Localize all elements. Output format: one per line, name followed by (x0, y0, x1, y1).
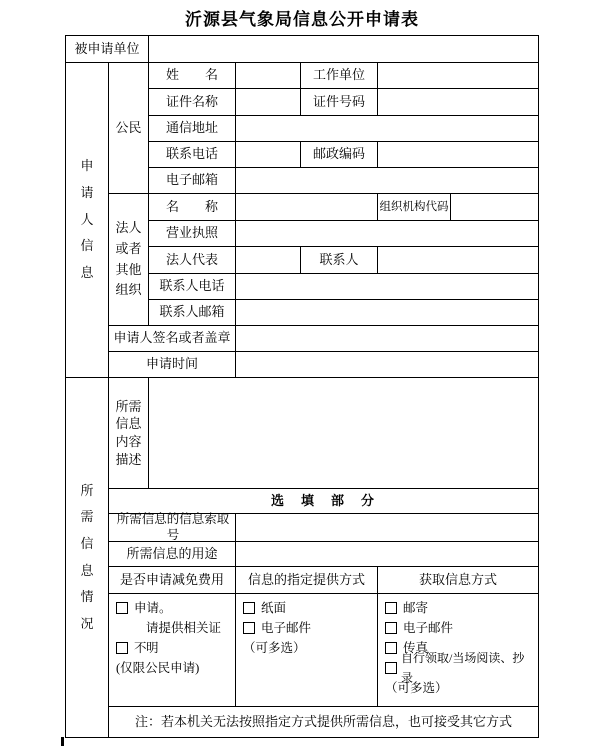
text-cursor (61, 737, 64, 746)
fee-column-header: 是否申请减免费用 (108, 566, 236, 594)
obtain-option-self[interactable] (385, 651, 535, 685)
paper-checkbox[interactable] (243, 602, 255, 614)
postcode-label: 邮政编码 (300, 141, 378, 168)
fee-options-cell (108, 593, 236, 707)
fee-option-no[interactable] (116, 638, 232, 658)
obtain-column-header: 获取信息方式 (377, 566, 539, 594)
provide-options-cell (235, 593, 378, 707)
page-title: 沂源县气象局信息公开申请表 (185, 10, 419, 29)
name-label: 姓 名 (148, 62, 236, 89)
name-field[interactable] (235, 62, 301, 89)
cert-no-label: 证件号码 (300, 88, 378, 116)
mail-address-label: 通信地址 (148, 115, 236, 142)
organization-group-label: 法人或者其他组织 (115, 219, 142, 298)
legal-rep-field[interactable] (235, 246, 301, 274)
apply-time-field[interactable] (235, 351, 539, 378)
obtain-multi-note: （可多选） (385, 681, 448, 695)
obtain-email-label: 电子邮件 (403, 621, 454, 635)
signature-label: 申请人签名或者盖章 (108, 325, 236, 352)
fax-label: 传真 (403, 641, 429, 655)
org-code-label: 组织机构代码 (377, 193, 451, 221)
obtain-option-mail[interactable] (385, 598, 535, 618)
usage-field[interactable] (235, 541, 539, 567)
applicant-section-label: 申请人信息 (80, 158, 94, 280)
provide-multi-note: （可多选） (243, 641, 306, 655)
fee-apply-note: 请提供相关证明 (146, 621, 222, 655)
cert-no-field[interactable] (377, 88, 539, 116)
provide-option-paper[interactable] (243, 598, 374, 618)
provide-option-email[interactable] (243, 618, 374, 638)
usage-label: 所需信息的用途 (108, 541, 236, 567)
org-code-field[interactable] (450, 193, 539, 221)
mail-label: 邮寄 (403, 601, 429, 615)
needed-info-section-cell (65, 377, 109, 738)
contact-field[interactable] (377, 246, 539, 274)
cert-name-field[interactable] (235, 88, 301, 116)
obtain-email-checkbox[interactable] (385, 622, 397, 634)
organization-group-cell (108, 193, 149, 326)
email-label: 电子邮箱 (148, 167, 236, 194)
index-no-label: 所需信息的信息索取号 (108, 513, 236, 542)
obtain-option-email[interactable] (385, 618, 535, 638)
content-desc-label-cell (108, 377, 149, 489)
contact-email-field[interactable] (235, 299, 539, 326)
license-field[interactable] (235, 220, 539, 247)
provide-email-label: 电子邮件 (261, 621, 312, 635)
contact-phone-label: 联系人电话 (148, 273, 236, 300)
fee-no-checkbox[interactable] (116, 642, 128, 654)
applicant-section-cell (65, 62, 109, 378)
cert-name-label: 证件名称 (148, 88, 236, 116)
content-desc-label: 所需信息内容描述 (115, 398, 142, 467)
org-name-label: 名 称 (148, 193, 236, 221)
fax-checkbox[interactable] (385, 642, 397, 654)
applied-unit-label: 被申请单位 (65, 35, 149, 63)
phone-label: 联系电话 (148, 141, 236, 168)
work-unit-field[interactable] (377, 62, 539, 89)
fee-no-label: 不 (134, 641, 147, 655)
license-label: 营业执照 (148, 220, 236, 247)
fee-restriction-note: (仅限公民申请) (116, 661, 200, 675)
needed-info-section-label: 所需信息情况 (80, 482, 94, 631)
provide-column-header: 信息的指定提供方式 (235, 566, 378, 594)
obtain-options-cell (377, 593, 539, 707)
mail-checkbox[interactable] (385, 602, 397, 614)
contact-label: 联系人 (300, 246, 378, 274)
fee-apply-label: 申请。 (134, 601, 172, 615)
email-field[interactable] (235, 167, 539, 194)
bottom-note: 注：若本机关无法按照指定方式提供所需信息，也可接受其它方式 (108, 706, 539, 738)
postcode-field[interactable] (377, 141, 539, 168)
optional-section-header: 选 填 部 分 (108, 488, 539, 514)
paper-label: 纸面 (261, 601, 287, 615)
self-pickup-checkbox[interactable] (385, 662, 397, 674)
signature-field[interactable] (235, 325, 539, 352)
applied-unit-field[interactable] (148, 35, 539, 63)
fee-apply-checkbox[interactable] (116, 602, 128, 614)
legal-rep-label: 法人代表 (148, 246, 236, 274)
org-name-field[interactable] (235, 193, 378, 221)
mail-address-field[interactable] (235, 115, 539, 142)
contact-phone-field[interactable] (235, 273, 539, 300)
contact-email-label: 联系人邮箱 (148, 299, 236, 326)
index-no-field[interactable] (235, 513, 539, 542)
provide-email-checkbox[interactable] (243, 622, 255, 634)
apply-time-label: 申请时间 (108, 351, 236, 378)
fee-option-apply[interactable] (116, 598, 232, 618)
self-pickup-label: 自行领取/当场阅读、抄录 (401, 651, 525, 685)
phone-field[interactable] (235, 141, 301, 168)
work-unit-label: 工作单位 (300, 62, 378, 89)
citizen-group-label: 公民 (108, 62, 149, 194)
content-desc-field[interactable] (148, 377, 539, 489)
